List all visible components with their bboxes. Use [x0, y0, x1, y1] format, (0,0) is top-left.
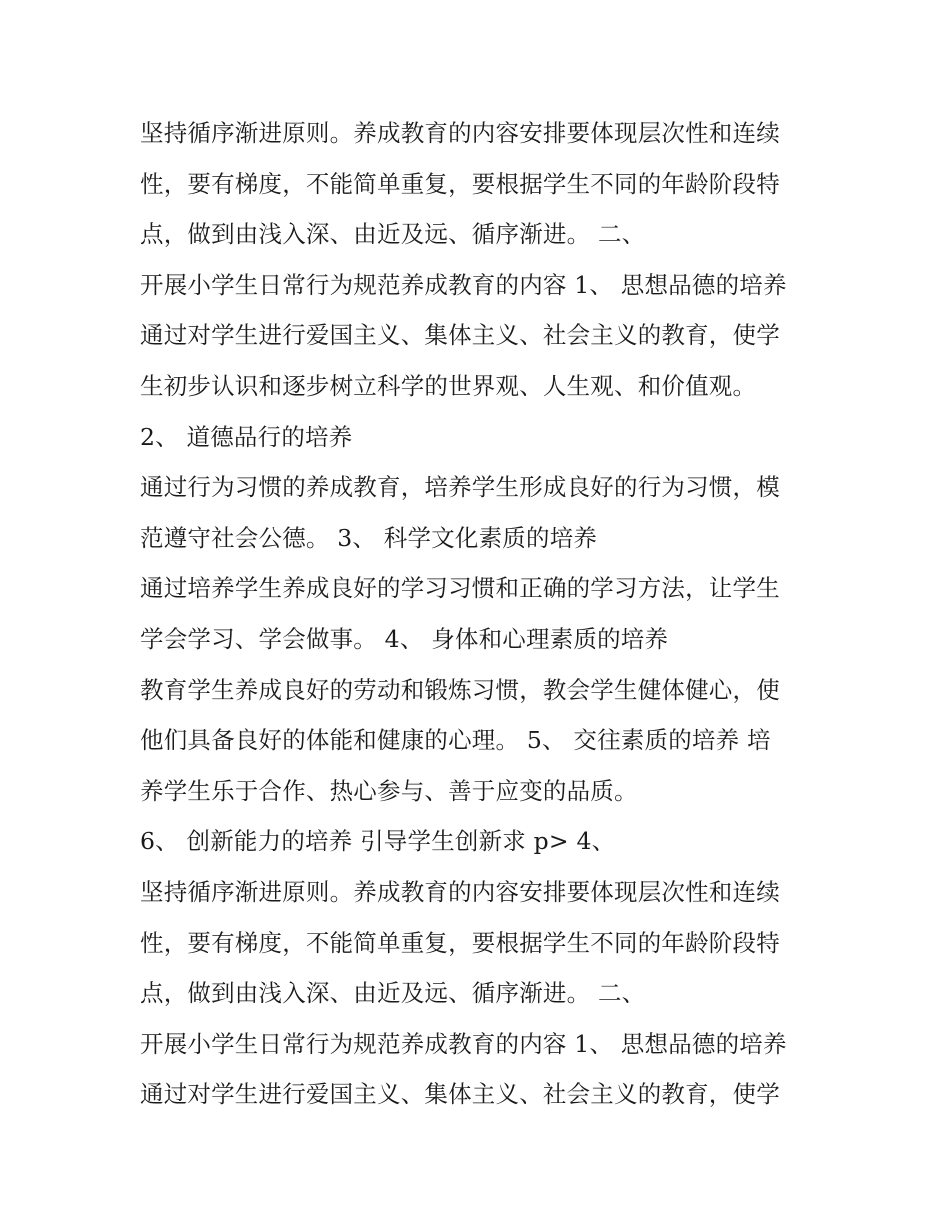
text-line: 6、 创新能力的培养 引导学生创新求 p> 4、 [140, 827, 616, 856]
document-body [140, 108, 820, 1120]
text-line: 2、 道德品行的培养 [140, 422, 353, 451]
text-line: 坚持循序渐进原则。养成教育的内容安排要体现层次性和连续 [140, 119, 780, 147]
text-line: 开展小学生日常行为规范养成教育的内容 1、 思想品德的培养 [140, 1029, 787, 1058]
text-line: 教育学生养成良好的劳动和锻炼习惯，教会学生健体健心，使 [140, 675, 780, 704]
text-line: 通过对学生进行爱国主义、集体主义、社会主义的教育，使学 [140, 1080, 780, 1109]
text-line: 开展小学生日常行为规范养成教育的内容 1、 思想品德的培养 [140, 270, 787, 299]
text-line: 生初步认识和逐步树立科学的世界观、人生观、和价值观。 [140, 371, 757, 400]
text-line: 他们具备良好的体能和健康的心理。 5、 交往素质的培养 培 [140, 726, 771, 755]
text-line: 性，要有梯度，不能简单重复，要根据学生不同的年龄阶段特 [140, 169, 780, 198]
text-line: 通过培养学生养成良好的学习习惯和正确的学习方法，让学生 [140, 574, 780, 603]
text-line: 坚持循序渐进原则。养成教育的内容安排要体现层次性和连续 [140, 877, 780, 906]
text-line: 学会学习、学会做事。 4、 身体和心理素质的培养 [140, 624, 669, 653]
text-line: 养学生乐于合作、热心参与、善于应变的品质。 [140, 776, 638, 805]
text-line: 通过行为习惯的养成教育，培养学生形成良好的行为习惯，模 [140, 473, 780, 502]
text-line: 范遵守社会公德。 3、 科学文化素质的培养 [140, 523, 598, 552]
text-line: 性，要有梯度，不能简单重复，要根据学生不同的年龄阶段特 [140, 928, 780, 957]
text-line: 点，做到由浅入深、由近及远、循序渐进。 二、 [140, 979, 646, 1008]
text-line: 通过对学生进行爱国主义、集体主义、社会主义的教育，使学 [140, 321, 780, 350]
text-line: 点，做到由浅入深、由近及远、循序渐进。 二、 [140, 220, 646, 249]
